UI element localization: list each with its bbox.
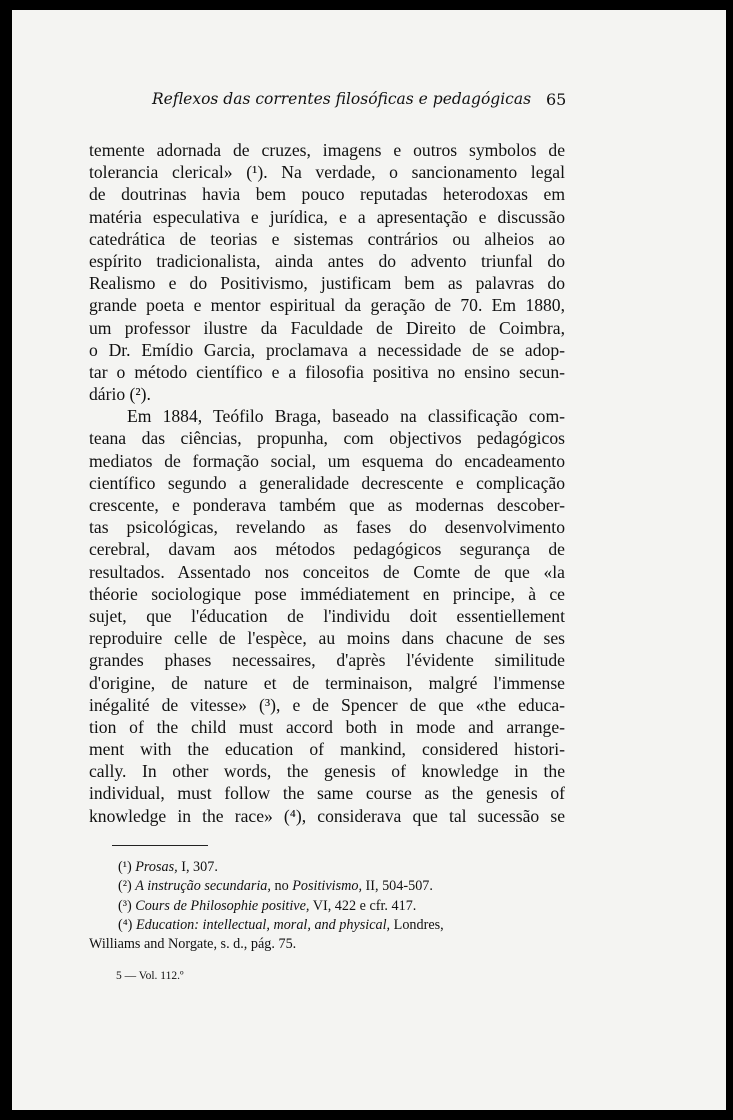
text-line: resultados. Assentado nos conceitos de Comte de que «la [89, 561, 565, 582]
text-line: tion of the child must accord both in mode and arrange- [89, 716, 565, 737]
footnote-text: I, 307. [177, 859, 218, 875]
text-line: sujet, que l'éducation de l'individu doit essentiellement [89, 605, 565, 626]
footnote-text: Londres, [390, 916, 444, 933]
text-line: espírito tradicionalista, ainda antes do advento triunfal do [89, 250, 565, 271]
text-line: tolerancia clerical» (¹). Na verdade, o sancionamento legal [89, 162, 565, 183]
text-line: temente adornada de cruzes, imagens e outros symbolos de [89, 140, 565, 160]
book-page [12, 10, 726, 1110]
text-line: matéria especulativa e jurídica, e a apresentação e discussão [89, 206, 565, 227]
text-line: reproduire celle de l'espèce, au moins dans chacune de ses [89, 628, 565, 649]
footnote-title: Positivismo, [292, 878, 362, 895]
footnote-divider [112, 845, 208, 846]
text-line: crescente, e ponderava também que as modernas descober- [89, 495, 565, 515]
text-line: mediatos de formação social, um esquema do encadeamento [89, 450, 565, 471]
footnote-marker: (²) [118, 878, 132, 895]
text-line: théorie sociologique pose immédiatement en principe, à ce [89, 583, 565, 604]
text-line: de doutrinas havia bem pouco reputadas heterodoxas em [89, 184, 565, 205]
page-number: 65 [546, 90, 567, 109]
footnote-3 [89, 897, 565, 916]
text-line: ment with the education of mankind, considered histori- [89, 739, 565, 760]
footnote-text: II, 504-507. [362, 878, 433, 895]
footnote-2 [89, 877, 565, 896]
footnote-4 [89, 916, 565, 935]
text-line: teana das ciências, propunha, com objectivos pedagógicos [89, 428, 565, 449]
text-line: catedrática de teorias e sistemas contrários ou alheios ao [89, 228, 565, 249]
text-line: individual, must follow the same course as the genesis of [89, 783, 565, 804]
text-line: grandes phases necessaires, d'après l'évidente similitude [89, 650, 565, 671]
printer-signature: 5 — Vol. 112.º [116, 970, 184, 982]
text-line: Realismo e do Positivismo, justificam bem as palavras do [89, 273, 565, 294]
footnote-marker: (¹) [118, 859, 132, 875]
footnote-marker: (³) [118, 897, 132, 914]
text-line: cally. In other words, the genesis of knowledge in the [89, 761, 565, 782]
text-line: científico segundo a generalidade decrescente e complicação [89, 472, 565, 493]
text-line: tas psicológicas, revelando as fases do desenvolvimento [89, 517, 565, 538]
text-line: dário (²). [89, 384, 151, 405]
text-line: knowledge in the race» (⁴), considerava que tal sucessão se [89, 805, 565, 826]
paragraph-first-line: Em 1884, Teófilo Braga, baseado na classificação com- [127, 406, 565, 427]
running-head [12, 90, 726, 118]
footnotes [89, 858, 565, 954]
text-line: tar o método científico e a filosofia positiva no ensino secun- [89, 361, 565, 382]
footnote-text: VI, 422 e cfr. 417. [309, 897, 417, 914]
body-text [89, 139, 565, 827]
text-line: inégalité de vitesse» (³), e de Spencer de que «the educa- [89, 694, 565, 715]
footnote-marker: (⁴) [118, 916, 133, 933]
footnote-4-continued: Williams and Norgate, s. d., pág. 75. [89, 936, 297, 953]
footnote-title: Prosas, [135, 859, 178, 875]
text-line: grande poeta e mentor espiritual da geração de 70. Em 1880, [89, 295, 565, 316]
text-line: um professor ilustre da Faculdade de Direito de Coimbra, [89, 317, 565, 338]
footnote-title: Cours de Philosophie positive, [135, 897, 310, 914]
footnote-text: no [270, 878, 293, 895]
text-line: d'origine, de nature et de terminaison, malgré l'immense [89, 672, 565, 693]
footnote-title: A instrução secundaria, [135, 878, 271, 895]
text-line: cerebral, davam aos métodos pedagógicos segurança de [89, 539, 565, 560]
footnote-1 [89, 858, 565, 877]
running-head-title: Reflexos das correntes filosóficas e pedagógicas [152, 90, 532, 108]
footnote-title: Education: intellectual, moral, and physical, [135, 916, 391, 933]
text-line: o Dr. Emídio Garcia, proclamava a necessidade de se adop- [89, 339, 565, 360]
